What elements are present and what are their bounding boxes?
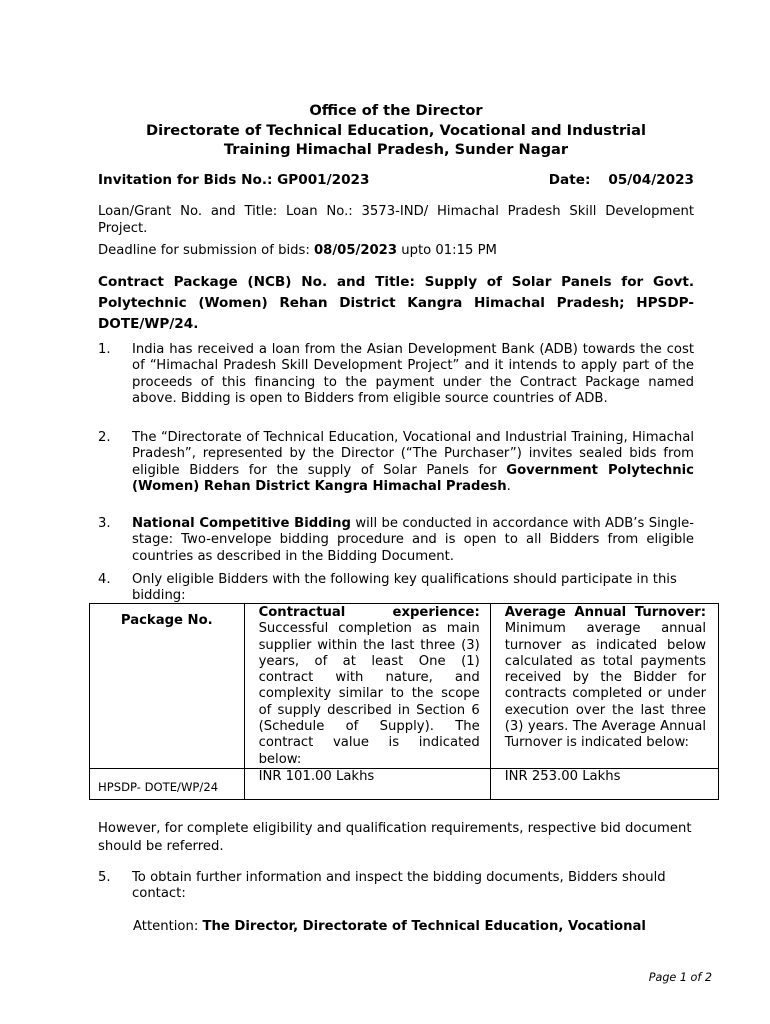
header-directorate: Directorate of Technical Education, Vocational and Industrial — [145, 121, 647, 139]
item-number: 1. — [98, 342, 111, 357]
item-text — [132, 516, 694, 565]
item-text: India has received a loan from the Asian Development Bank (ADB) towards the cost of “Himachal Pradesh Skill Development Project” and it intends to apply part of the proceeds of this financing to the payment under the Contract Package named above. Bidding is open to Bidders from eligible source countries of ADB. — [132, 342, 694, 407]
header-cell-package — [90, 604, 245, 769]
cell-turnover: INR 253.00 Lakhs — [490, 768, 718, 799]
item-text-bold: National Competitive Bidding — [132, 516, 351, 531]
document-header — [98, 101, 694, 160]
deadline-date: 08/05/2023 — [313, 243, 398, 258]
bid-number-line — [98, 172, 694, 188]
table-row — [90, 768, 719, 799]
header-office: Office of the Director — [309, 102, 483, 119]
item-number: 5. — [98, 870, 111, 885]
experience-header-label: Contractual experience: — [258, 605, 480, 620]
loan-title: Loan/Grant No. and Title: Loan No.: 3573-IND/ Himachal Pradesh Skill Development Project. — [98, 204, 694, 236]
item-text-bold: Government Polytechnic (Women) Rehan District Kangra Himachal Pradesh — [132, 462, 694, 495]
header-cell-experience — [244, 604, 490, 769]
package-label: Contract Package (NCB) No. and Title — [98, 274, 410, 290]
item-text-end: . — [506, 479, 511, 495]
eligibility-note: However, for complete eligibility and qualification requirements, respective bid document should be referred. — [98, 821, 692, 854]
deadline-suffix: upto 01:15 PM — [397, 243, 497, 258]
item-text-part: The “Directorate of Technical Education, Vocational and Industrial Training, Himachal Pradesh”, represented by the Director (“The Purchaser”) invites sealed bids from eligible Bidders for the supply of Solar Panels for — [132, 430, 694, 478]
qualification-table — [89, 603, 719, 800]
item-text — [132, 430, 694, 496]
date-value: 05/04/2023 — [608, 172, 694, 188]
turnover-header-text: Minimum average annual turnover as indicated below calculated as total payments received by the Bidder for contracts completed or under execution over the last three (3) years. The Average Annual Turnover is indicated below: — [504, 621, 706, 751]
header-cell-turnover — [490, 604, 718, 769]
item-text: To obtain further information and inspect the bidding documents, Bidders should contact: — [132, 870, 666, 902]
item-number: 2. — [98, 430, 111, 445]
attention-label: Attention: — [133, 919, 203, 934]
package-no-header: Package No. — [120, 613, 213, 628]
experience-header-text: Successful completion as main supplier within the last three (3) years, of at least One (1) contract with nature, and complexity similar to the scope of supply described in Section 6 (Schedule of Supply). The contract value is indicated below: — [258, 621, 480, 767]
attention-line — [133, 919, 695, 934]
turnover-header-label: Average Annual Turnover: — [504, 605, 706, 620]
deadline-line — [98, 243, 694, 258]
cell-contract-value: INR 101.00 Lakhs — [244, 768, 490, 799]
item-text: Only eligible Bidders with the following key qualifications should participate in this bidding: — [132, 572, 677, 604]
date-label: Date: — [548, 172, 591, 188]
header-location: Training Himachal Pradesh, Sunder Nagar — [223, 141, 569, 158]
package-title: : Supply of Solar Panels for Govt. Polytechnic (Women) Rehan District Kangra Himachal Pradesh; HPSDP-DOTE/WP/24. — [98, 274, 694, 332]
attention-recipient: The Director, Directorate of Technical Education, Vocational — [202, 919, 646, 934]
contract-package — [98, 272, 694, 335]
page-number: Page 1 of 2 — [648, 971, 712, 984]
deadline-prefix: Deadline for submission of bids: — [98, 243, 314, 258]
item-number: 4. — [98, 572, 111, 587]
cell-package-no: HPSDP- DOTE/WP/24 — [90, 768, 245, 799]
item-number: 3. — [98, 516, 111, 531]
bid-date — [549, 172, 694, 188]
invitation-number: Invitation for Bids No.: GP001/2023 — [98, 172, 370, 188]
table-header-row — [90, 604, 719, 769]
item-text-part: will be conducted in accordance with ADB’s Single-stage: Two-envelope bidding procedure and is open to all Bidders from eligible countries as described in the Bidding Document. — [132, 516, 694, 564]
